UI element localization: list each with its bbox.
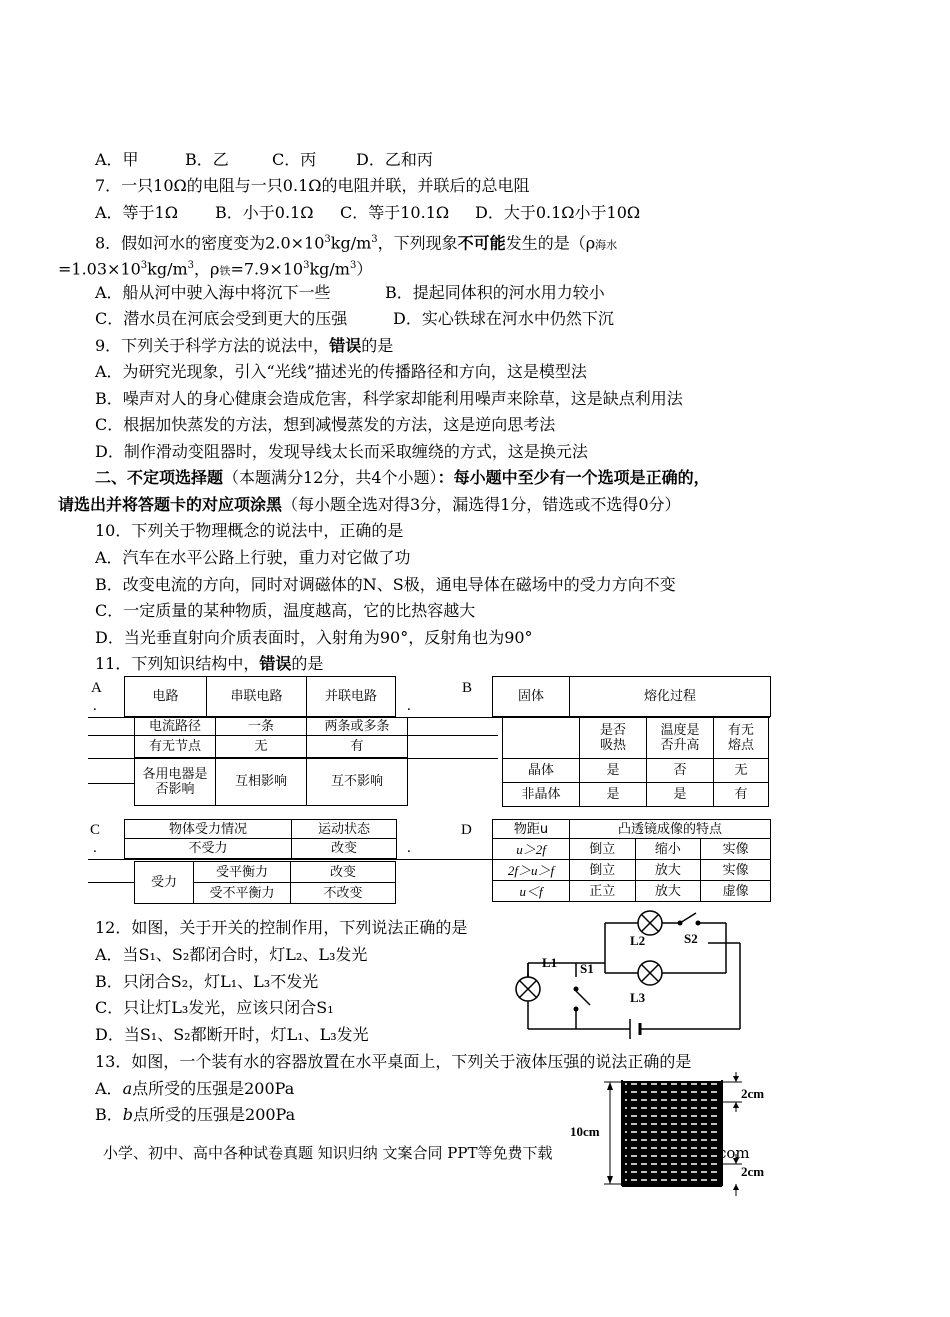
q6-option-d: D．乙和丙 [356,150,433,169]
section2-instructions: 请选出并将答题卡的对应项涂黑（每小题全选对得3分，漏选得1分，错选或不选得0分） [58,495,681,514]
table-a-header-2: 并联电路 [307,677,396,717]
table-cell: 实像 [701,839,771,860]
dim-height-label: 10cm [570,1124,600,1139]
table-d-header-1: 凸透镜成像的特点 [570,820,771,839]
q9-option-d: D．制作滑动变阻器时，发现导线太长而采取缠绕的方式，这是换元法 [95,442,588,461]
table-cell: u＜f [493,881,570,902]
table-cell: 放大 [635,881,701,902]
q11-label-d: D [461,822,472,838]
table-cell: 有 [714,783,769,807]
table-c-header-1: 运动状态 [292,820,397,839]
table-d-header-0: 物距u [493,820,570,839]
q11-label-c: C [90,822,101,838]
table-cell: 受不平衡力 [194,883,291,904]
q8-option-d: D．实心铁球在河水中仍然下沉 [393,309,614,328]
table-cell: 正立 [570,881,636,902]
q12-stem: 12．如图，关于开关的控制作用，下列说法正确的是 [95,918,468,937]
table-b [492,676,771,717]
q11-label-a-dot2: . [407,698,411,714]
q6-option-b: B．乙 [185,150,229,169]
section2-heading: 二、不定项选择题（本题满分12分，共4个小题）：每小题中至少有一个选项是正确的， [95,468,710,487]
table-d [492,819,771,902]
q9-option-c: C．根据加快蒸发的方法，想到减慢蒸发的方法，这是逆向思考法 [95,415,556,434]
table-cell: 实像 [701,860,771,881]
table-cell: 一条 [216,718,307,736]
q8-option-b: B．提起同体积的河水用力较小 [385,283,605,302]
q7-option-c: C．等于10.1Ω [340,203,450,222]
table-cell: 是 [580,759,647,783]
table-cell: 不改变 [291,883,396,904]
q10-option-a: A．汽车在水平公路上行驶，重力对它做了功 [95,548,411,567]
lamp-l1-icon [516,977,540,1001]
q11-label-b: B [462,680,473,696]
table-cell: 是 [580,783,647,807]
table-cell: 改变 [292,839,397,859]
q13-stem: 13．如图，一个装有水的容器放置在水平桌面上，下列关于液体压强的说法正确的是 [95,1052,692,1071]
table-cell: 温度是否升高 [647,718,714,759]
table-c [124,819,397,859]
table-cell: 无 [714,759,769,783]
water-body [624,1082,720,1184]
q11-label-c-dot: . [93,840,97,856]
q7-option-a: A．等于1Ω [95,203,179,222]
table-cell: 非晶体 [503,783,580,807]
q7-option-b: B．小于0.1Ω [215,203,314,222]
table-cell: 2f＞u＞f [493,860,570,881]
footer-text: 小学、初中、高中各种试卷真题 知识归纳 文案合同 PPT等免费下载 [103,1144,553,1162]
footer-tail: com [718,1144,750,1162]
table-a-header-1: 串联电路 [207,677,307,717]
circuit-label-l3: L3 [630,990,646,1005]
table-cell: 虚像 [701,881,771,902]
water-container-diagram [570,1072,765,1212]
q12-option-d: D．当S₁、S₂都断开时，灯L₁、L₃发光 [95,1025,369,1044]
table-cell: 受平衡力 [194,862,291,883]
table-cell: 不受力 [125,839,292,859]
q12-option-c: C．只让灯L₃发光，应该只闭合S₁ [95,998,334,1017]
q10-option-b: B．改变电流的方向，同时对调磁体的N、S极，通电导体在磁场中的受力方向不变 [95,575,676,594]
q10-option-c: C．一定质量的某种物质，温度越高，它的比热容越大 [95,601,476,620]
q8-stem: 8．假如河水的密度变为$2.0\times 10^3kg/m^3$，下列现象不可能发生的是（ρ海水 [95,233,618,253]
q8-option-a: A．船从河中驶入海中将沉下一些 [95,283,331,302]
circuit-label-l2: L2 [630,933,646,948]
q13-option-a: A．a点所受的压强是200Pa [95,1079,295,1098]
q11-row-divider-ab4 [88,783,134,784]
q11-label-c-dot2: . [407,840,411,856]
table-cell: 倒立 [570,839,636,860]
table-cell: 否 [647,759,714,783]
table-cell: 互相影响 [216,758,307,806]
table-cell: 晶体 [503,759,580,783]
q6-option-a: A．甲 [95,150,139,169]
q11-row-divider-cd2 [88,882,134,883]
circuit-label-s1: S1 [580,961,594,976]
table-cell: 是 [647,783,714,807]
dim-bottom-label: 2cm [741,1164,765,1179]
table-cell: 受力 [135,862,194,904]
table-cell [503,718,580,759]
lamp-l2-icon [638,911,662,935]
table-a [124,676,396,717]
table-cell: 是否吸热 [580,718,647,759]
q6-option-c: C．丙 [272,150,317,169]
q9-option-b: B．噪声对人的身心健康会造成危害，科学家却能利用噪声来除草，这是缺点利用法 [95,389,683,408]
q11-label-a: A [91,680,102,696]
circuit-diagram [508,905,748,1045]
dim-top-label: 2cm [741,1086,765,1101]
q12-option-b: B．只闭合S₂，灯L₁、L₃不发光 [95,972,319,991]
table-cell: u＞2f [493,839,570,860]
table-cell: 互不影响 [307,758,408,806]
table-cell: 有无节点 [135,736,216,758]
table-a-header-0: 电路 [125,677,207,717]
table-b-header-1: 熔化过程 [570,677,771,717]
circuit-label-l1: L1 [542,955,558,970]
table-c-body [134,861,396,904]
q7-stem: 7．一只10Ω的电阻与一只0.1Ω的电阻并联，并联后的总电阻 [95,176,530,195]
lamp-l3-icon [638,961,662,985]
table-cell: 倒立 [570,860,636,881]
q11-stem: 11．下列知识结构中，错误的是 [95,654,324,673]
q8-option-c: C．潜水员在河底会受到更大的压强 [95,309,348,328]
table-cell: 改变 [291,862,396,883]
q10-option-d: D．当光垂直射向介质表面时，入射角为90°，反射角也为90° [95,628,533,647]
table-cell: 放大 [635,860,701,881]
table-a-body [134,717,408,806]
q10-stem: 10．下列关于物理概念的说法中，正确的是 [95,521,404,540]
q12-option-a: A．当S₁、S₂都闭合时，灯L₂、L₃发光 [95,945,368,964]
table-cell: 两条或多条 [307,718,408,736]
q7-option-d: D．大于0.1Ω小于10Ω [475,203,641,222]
table-cell: 缩小 [635,839,701,860]
table-b-header-0: 固体 [493,677,570,717]
q8-stem-line2: $=1.03\times 10^3kg/m^3$，ρ铁$=7.9\times 10^3kg/m^3$） [58,259,373,279]
q9-option-a: A．为研究光现象，引入“光线”描述光的传播路径和方向，这是模型法 [95,362,587,381]
table-c-header-0: 物体受力情况 [125,820,292,839]
q9-stem: 9．下列关于科学方法的说法中，错误的是 [95,336,394,355]
q13-option-b: B．b点所受的压强是200Pa [95,1105,296,1124]
table-cell: 各用电器是否影响 [135,758,216,806]
circuit-label-s2: S2 [684,931,698,946]
q11-label-a-dot: . [93,698,97,714]
table-cell: 有 [307,736,408,758]
table-cell: 有无熔点 [714,718,769,759]
table-b-body [502,717,769,807]
table-cell: 电流路径 [135,718,216,736]
table-cell: 无 [216,736,307,758]
